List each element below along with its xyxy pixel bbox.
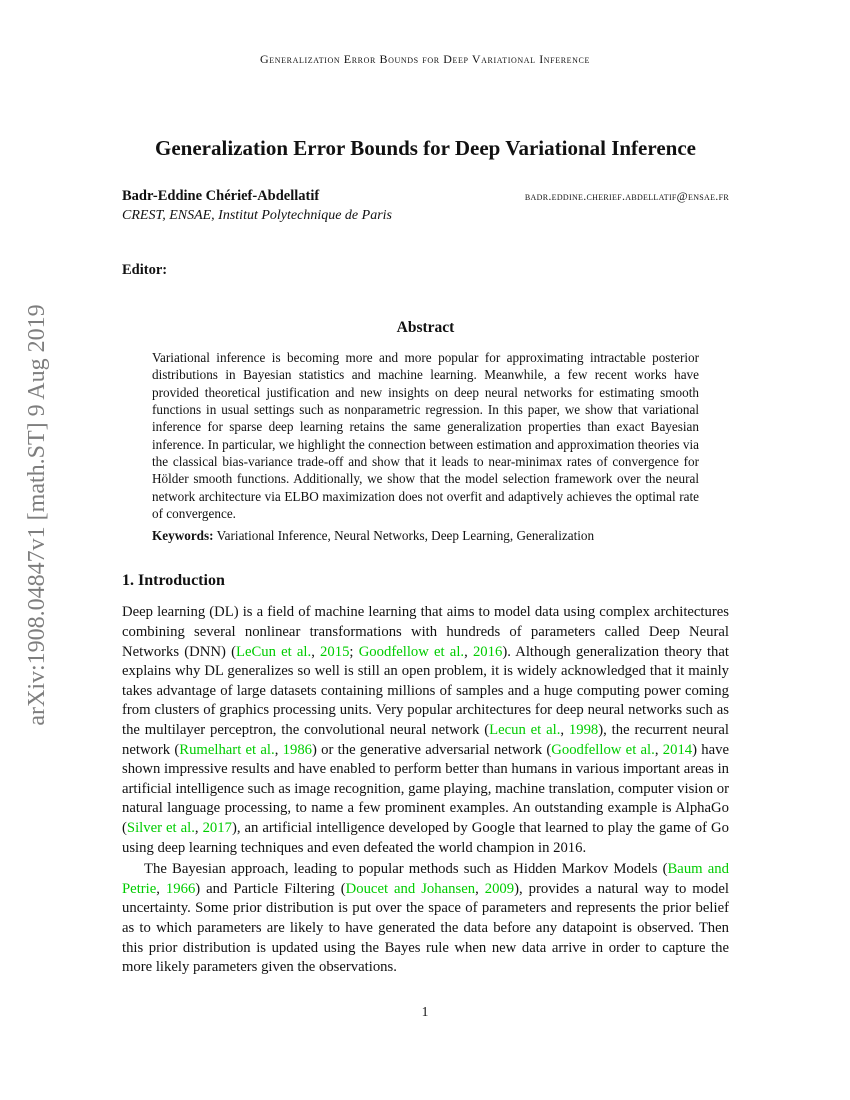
paragraph-text: ). Although generalization theory that explains why DL generalizes so well is still an open problem, it is widely acknowledged that it mainly takes advantage of large datasets containing millions of samples and a huge computing power coming from clusters of graphics processing units. Very popular architectures for deep neural networks such as the multilayer perceptron, the convolutional neural network ( [122, 643, 729, 739]
citation-link[interactable]: 2009 [484, 880, 515, 897]
citation-link[interactable]: 2016 [472, 643, 503, 660]
citation-link[interactable]: LeCun et al. [235, 643, 312, 660]
paragraph-text: Deep learning (DL) is a field of machine learning that aims to model data using complex architectures combining several nonlinear transformations with hundreds of parameters called Deep Neural Networks (DNN) ( [122, 604, 729, 660]
paragraph-text: The Bayesian approach, leading to popular methods such as Hidden Markov Models ( [144, 861, 668, 878]
author-name: Badr-Eddine Chérief-Abdellatif [122, 188, 320, 205]
intro-paragraph-2 [122, 860, 729, 978]
citation-link[interactable]: Baum and Petrie [122, 861, 729, 897]
citation-link[interactable]: Goodfellow et al. [358, 643, 465, 660]
citation-link[interactable]: 1966 [165, 880, 196, 897]
paragraph-text: ), provides a natural way to model uncertainty. Some prior distribution is put over the space of parameters and represents the prior belief as to which parameters are likely to have generated the data before any datapoint is observed. Then this prior distribution is updated using the Bayes rule when new data arrive in order to capture the more likely parameters given the observations. [122, 880, 730, 976]
keywords-line [152, 527, 699, 544]
paragraph-text: ) have shown impressive results and have enabled to perform better than humans in various important areas in artificial intelligence such as image recognition, game playing, machine translation, computer vision or natural language processing, to name a few prominent examples. An outstanding example is AlphaGo ( [122, 741, 730, 836]
keywords-text: Variational Inference, Neural Networks, Deep Learning, Generalization [216, 528, 595, 544]
paragraph-text: , [475, 880, 485, 897]
paper-content [122, 0, 729, 978]
paragraph-text: ) and Particle Filtering ( [195, 880, 346, 897]
keywords-label: Keywords: [152, 528, 214, 544]
arxiv-sidebar-stamp: arXiv:1908.04847v1 [math.ST] 9 Aug 2019 [24, 304, 50, 726]
editor-label: Editor: [122, 262, 168, 279]
citation-link[interactable]: 2014 [662, 741, 693, 758]
citation-link[interactable]: Rumelhart et al. [179, 741, 275, 758]
paragraph-text: , [194, 819, 203, 836]
abstract-text: Variational inference is becoming more and more popular for approximating intractable posterior distributions in Bayesian statistics and machine learning. Meanwhile, a few recent works have provided theoretical justification and new insights on deep neural networks for estimating smooth functions in usual settings such as nonparametric regression. In this paper, we show that variational inference for sparse deep learning retains the same generalization properties than exact Bayesian inference. In particular, we highlight the connection between estimation and approximation theories via the classical bias-variance trade-off and show that it leads to near-minimax rates of convergence for Hölder smooth functions. Additionally, we show that the model selection framework over the neural network architecture via ELBO maximization does not overfit and adaptively achieves the optimal rate of convergence. [152, 350, 699, 521]
abstract-heading: Abstract [396, 319, 455, 337]
paragraph-text: ), an artificial intelligence developed by Google that learned to play the game of Go using deep learning techniques and even defeated the world champion in 2016. [122, 819, 729, 856]
paragraph-text: , [560, 722, 569, 739]
citation-link[interactable]: 2015 [320, 643, 350, 660]
citation-link[interactable]: Lecun et al. [489, 722, 561, 739]
author-affiliation: CREST, ENSAE, Institut Polytechnique de Paris [122, 208, 392, 224]
citation-link[interactable]: 2017 [202, 819, 232, 836]
citation-link[interactable]: Doucet and Johansen [345, 880, 476, 897]
citation-link[interactable]: 1986 [282, 741, 312, 758]
paragraph-text: , [311, 643, 321, 660]
intro-paragraph-1 [122, 603, 729, 858]
paragraph-text: , [654, 741, 663, 758]
running-header: Generalization Error Bounds for Deep Variational Inference [260, 52, 590, 66]
paragraph-text: ) or the generative adversarial network ( [312, 741, 552, 758]
section-heading-introduction: 1. Introduction [122, 572, 225, 590]
author-email-link[interactable]: badr.eddine.cherief.abdellatif@ensae.fr [524, 189, 729, 204]
citation-link[interactable]: Silver et al. [126, 819, 195, 836]
author-row [122, 188, 729, 205]
paragraph-text: , [156, 880, 166, 897]
paper-title: Generalization Error Bounds for Deep Variational Inference [155, 136, 696, 160]
paragraph-text: , [464, 643, 473, 660]
citation-link[interactable]: 1998 [568, 722, 599, 739]
page-number: 1 [421, 1004, 429, 1019]
paragraph-text: ), the recurrent neural network ( [122, 722, 729, 758]
paragraph-text: ; [349, 643, 359, 660]
paragraph-text: , [274, 741, 283, 758]
citation-link[interactable]: Goodfellow et al. [551, 741, 655, 758]
